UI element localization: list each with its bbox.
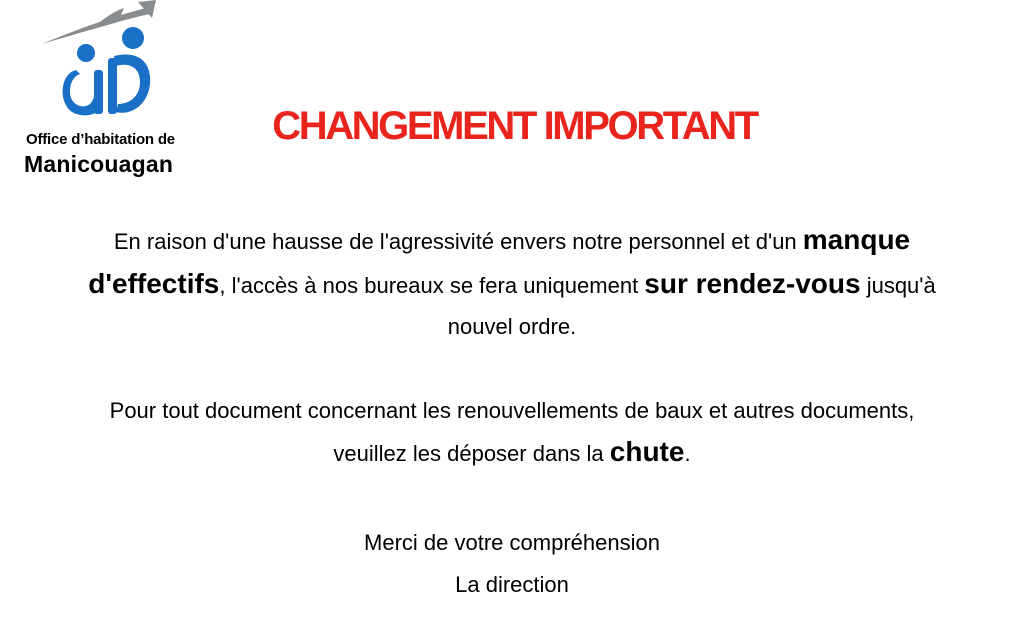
paragraph2-line1: Pour tout document concernant les renouvellements de baux et autres documents, [109, 398, 915, 423]
notice-title: CHANGEMENT IMPORTANT [272, 104, 757, 148]
p2-line2-text: veuillez les déposer dans la [333, 441, 610, 466]
paragraph1-line3: nouvel ordre. [447, 314, 577, 339]
logo-head-right [122, 27, 144, 49]
paragraph1-line1 [0, 224, 1024, 256]
p2-emphasis-chute: chute [609, 436, 685, 467]
logo-org-line1: Office d’habitation de [26, 131, 175, 148]
paragraph2-line2 [0, 436, 1024, 468]
paragraph1-line2 [0, 268, 1024, 300]
p2-line2-end: . [684, 441, 691, 466]
p1-emphasis-rendez-vous: sur rendez-vous [644, 268, 861, 299]
p1-line1-text: En raison d'une hausse de l'agressivité envers notre personnel et d'un [113, 229, 803, 254]
logo-roof-small [90, 8, 124, 30]
p1-emphasis-effectifs: d'effectifs [88, 268, 220, 299]
p1-emphasis-manque: manque [802, 224, 911, 255]
p1-line2-text1: , l'accès à nos bureaux se fera uniquement [219, 273, 645, 298]
closing-thanks: Merci de votre compréhension [364, 530, 660, 555]
ohm-logo [20, 0, 190, 185]
logo-org-line2: Manicouagan [24, 151, 174, 177]
logo-head-left [77, 44, 95, 62]
p1-line2-text2: jusqu'à [860, 273, 936, 298]
closing-signature: La direction [455, 572, 569, 597]
